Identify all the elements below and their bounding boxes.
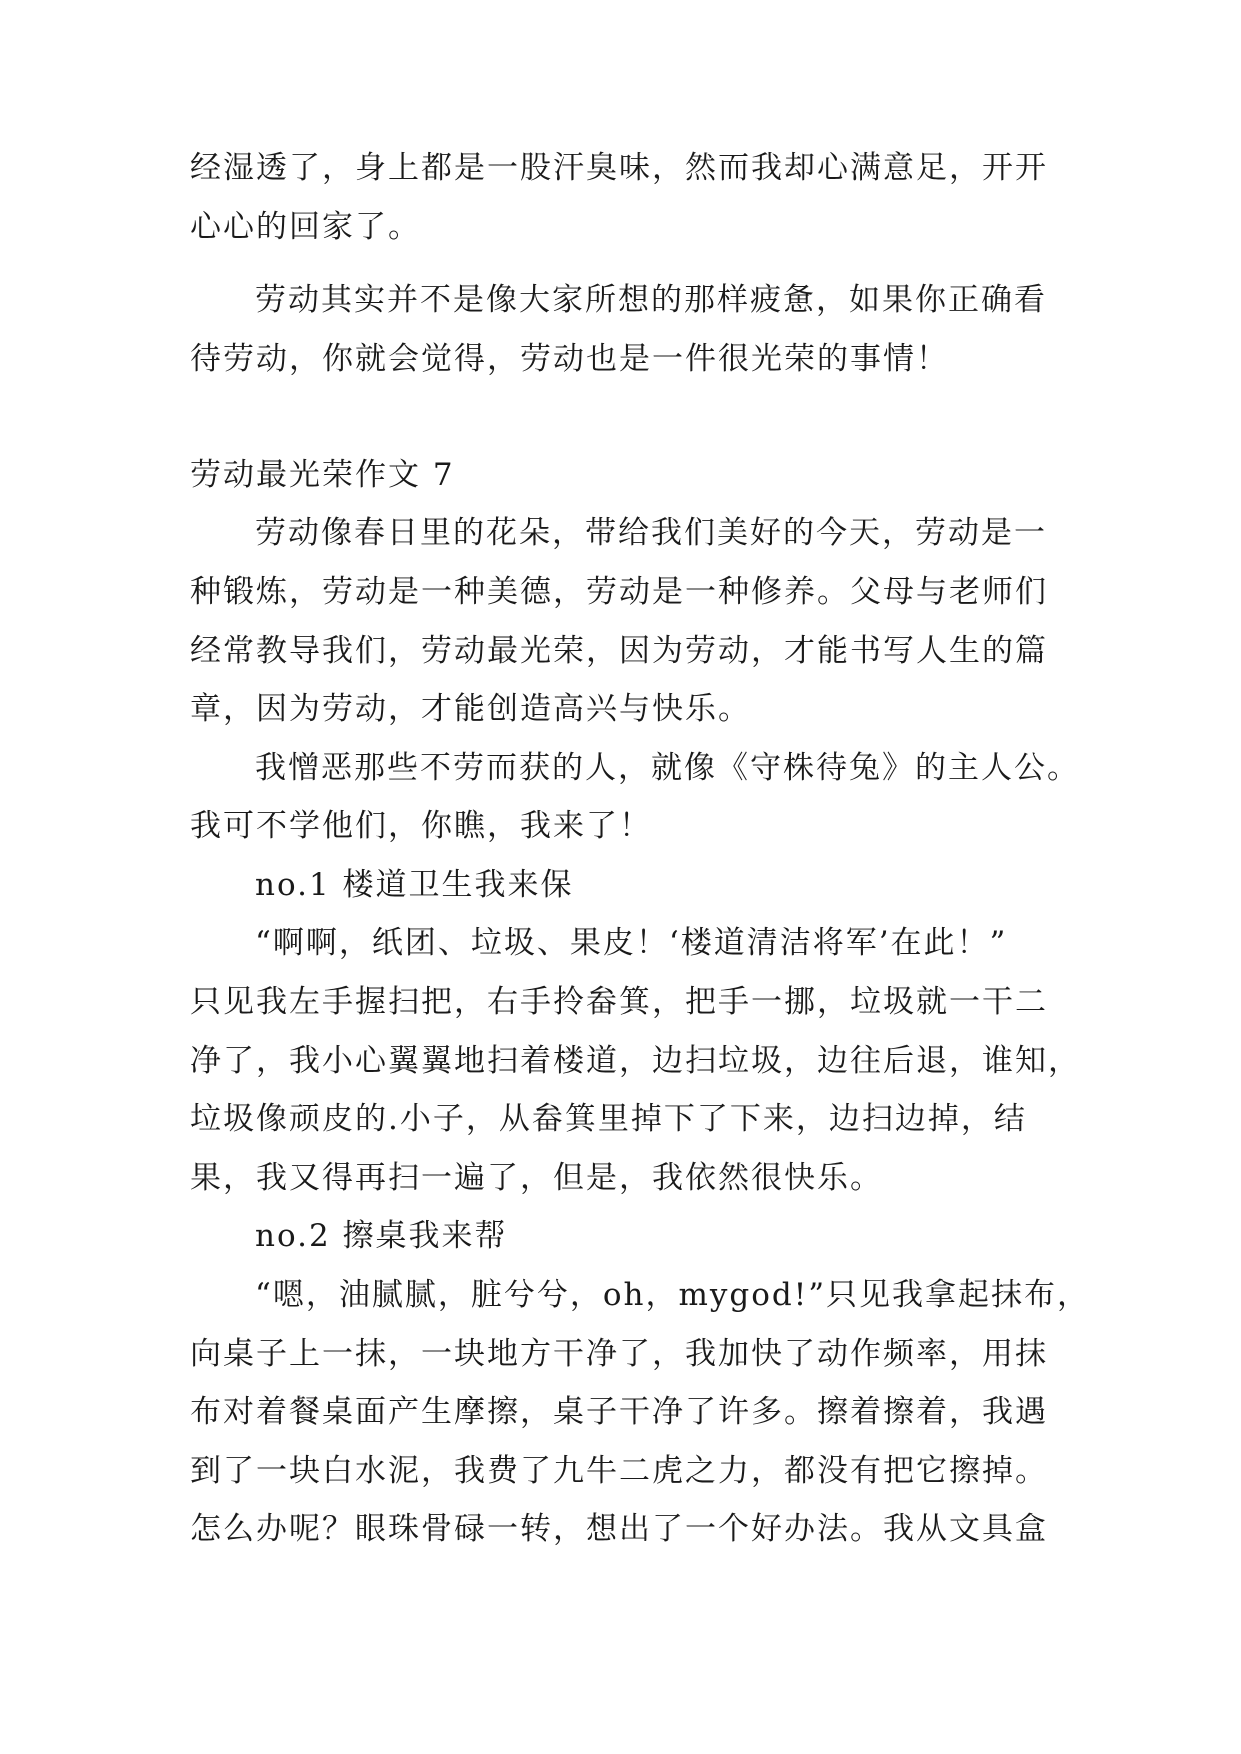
subheading: no.1 楼道卫生我来保 [255,867,574,903]
text-line: 心心的回家了。 [190,209,421,245]
text-line: 向桌子上一抹，一块地方干净了，我加快了动作频率，用抹 [190,1336,1048,1372]
paragraph-line: 劳动像春日里的花朵，带给我们美好的今天，劳动是一 [255,515,1047,551]
paragraph-line: 劳动其实并不是像大家所想的那样疲惫，如果你正确看 [255,282,1047,318]
text-line: 净了，我小心翼翼地扫着楼道，边扫垃圾，边往后退，谁知， [190,1043,1081,1079]
text-line: 章，因为劳动，才能创造高兴与快乐。 [190,691,751,727]
text-line: 果，我又得再扫一遍了，但是，我依然很快乐。 [190,1160,883,1196]
text-line: 布对着餐桌面产生摩擦，桌子干净了许多。擦着擦着，我遇 [190,1394,1048,1430]
text-line: 经湿透了，身上都是一股汗臭味，然而我却心满意足，开开 [190,150,1048,186]
subheading: no.2 擦桌我来帮 [255,1218,508,1254]
section-title: 劳动最光荣作文 7 [190,457,455,493]
text-line: 到了一块白水泥，我费了九牛二虎之力，都没有把它擦掉。 [190,1453,1048,1489]
text-line: 种锻炼，劳动是一种美德，劳动是一种修养。父母与老师们 [190,574,1048,610]
text-line: 只见我左手握扫把，右手拎畚箕，把手一挪，垃圾就一干二 [190,984,1048,1020]
text-line: 待劳动，你就会觉得，劳动也是一件很光荣的事情！ [190,341,949,377]
text-line: 我可不学他们，你瞧，我来了！ [190,808,652,844]
paragraph-line: “啊啊，纸团、垃圾、果皮！‘楼道清洁将军’在此！” [255,925,1008,961]
paragraph-line: “嗯，油腻腻，脏兮兮，oh，mygod!”只见我拿起抹布， [255,1277,1091,1313]
text-line: 经常教导我们，劳动最光荣，因为劳动，才能书写人生的篇 [190,633,1048,669]
text-line: 怎么办呢？眼珠骨碌一转，想出了一个好办法。我从文具盒 [190,1511,1048,1547]
paragraph-line: 我憎恶那些不劳而获的人，就像《守株待兔》的主人公。 [255,750,1080,786]
text-line: 垃圾像顽皮的.小子，从畚箕里掉下了下来，边扫边掉，结 [190,1101,1027,1137]
